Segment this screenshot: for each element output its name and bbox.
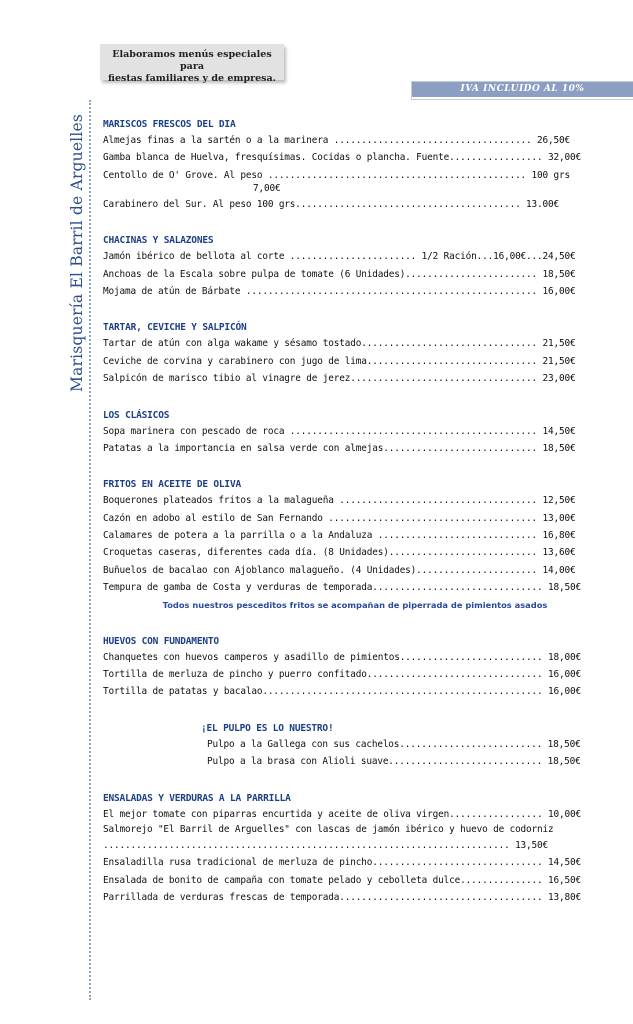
- iva-banner: IVA INCLUIDO AL 10%: [412, 82, 633, 99]
- section-title: CHACINAS Y SALAZONES: [103, 235, 214, 247]
- menu-item: Tortilla de merluza de pincho y puerro confitado................................ 16,00€: [103, 669, 581, 681]
- menu-item: Boquerones plateados fritos a la malagueña .................................... 12,50€: [103, 495, 576, 507]
- menu-item: Tempura de gamba de Costa y verduras de temporada............................... 18,50€: [103, 582, 581, 594]
- section-fritos: [103, 478, 587, 613]
- section-huevos: [103, 635, 587, 701]
- menu-item: Tortilla de patatas y bacalao................................................... 16,00€: [103, 686, 581, 698]
- menu-item: Salmorejo "El Barril de Arguelles" con lascas de jamón ibérico y huevo de codorniz: [103, 823, 554, 835]
- promo-box: [100, 44, 284, 84]
- menu-item: Pulpo a la brasa con Alioli suave............................ 18,50€: [207, 756, 581, 768]
- menu-item: Parrillada de verduras frescas de temporada..................................... 13,80€: [103, 892, 581, 904]
- section-chacinas: [103, 234, 587, 300]
- menu-item: Sopa marinera con pescado de roca ............................................. 14,50€: [103, 425, 576, 437]
- menu-item: Ensalada de bonito de campaña con tomate pelado y cebolleta dulce............... 16,50€: [103, 874, 581, 886]
- menu-item: Pulpo a la Gallega con sus cachelos.......................... 18,50€: [207, 738, 581, 750]
- menu-item: Carabinero del Sur. Al peso 100 grs......................................... 13.00€: [103, 198, 560, 210]
- section-tartar: [103, 321, 587, 387]
- menu-item: Ensaladilla rusa tradicional de merluza de pincho............................... 14,50€: [103, 857, 581, 869]
- section-ensaladas: [103, 792, 587, 907]
- menu-item: Anchoas de la Escala sobre pulpa de tomate (6 Unidades)........................ 18,50€: [103, 268, 576, 280]
- vertical-dotted-divider: [89, 100, 91, 1000]
- promo-line-1: Elaboramos menús especiales para: [112, 49, 272, 72]
- vertical-restaurant-title: Marisquería El Barril de Arguelles: [68, 113, 86, 392]
- promo-line-2: fiestas familiares y de empresa.: [108, 73, 276, 84]
- menu-item: Buñuelos de bacalao con Ajoblanco malagueño. (4 Unidades)...................... 14,00€: [103, 564, 576, 576]
- menu-item: Croquetas caseras, diferentes cada día. (8 Unidades)........................... 13,60€: [103, 547, 576, 559]
- section-mariscos: [103, 118, 587, 213]
- menu-item: Jamón ibérico de bellota al corte ....................... 1/2 Ración...16,00€...24,50€: [103, 251, 576, 263]
- section-title: ENSALADAS Y VERDURAS A LA PARRILLA: [103, 792, 291, 804]
- menu-item-continuation: .......................................................................... 13,50€: [103, 839, 549, 851]
- menu-item: El mejor tomate con piparras encurtida y aceite de oliva virgen................. 10,00€: [103, 808, 581, 820]
- menu-item: Tartar de atún con alga wakame y sésamo tostado................................ 21,50€: [103, 338, 576, 350]
- menu-item: Ceviche de corvina y carabinero con jugo de lima............................... 21,50€: [103, 355, 576, 367]
- section-title: TARTAR, CEVICHE Y SALPICÓN: [103, 322, 247, 334]
- section-title: HUEVOS CON FUNDAMENTO: [103, 635, 219, 647]
- menu-list: [103, 118, 587, 928]
- fritos-note: Todos nuestros pesceditos fritos se acompañan de piperrada de pimientos asados: [162, 599, 548, 610]
- menu-item-price: 7,00€: [253, 182, 281, 194]
- section-clasicos: [103, 409, 587, 458]
- section-title: LOS CLÁSICOS: [103, 409, 170, 421]
- menu-item: Mojama de atún de Bárbate ..................................................... 16,00€: [103, 285, 576, 297]
- section-pulpo: [103, 722, 587, 771]
- menu-item: Patatas a la importancia en salsa verde con almejas............................ 18,50€: [103, 442, 576, 454]
- section-title: ¡EL PULPO ES LO NUESTRO!: [201, 722, 334, 734]
- menu-item: Cazón en adobo al estilo de San Fernando ...................................... 13,00€: [103, 512, 576, 524]
- menu-item: Calamares de potera a la parrilla o a la Andaluza ............................. 16,80€: [103, 530, 576, 542]
- section-title: FRITOS EN ACEITE DE OLIVA: [103, 479, 241, 491]
- menu-item: Centollo de O' Grove. Al peso ............................................... 100 grs: [103, 169, 571, 181]
- section-title: MARISCOS FRESCOS DEL DIA: [103, 119, 236, 130]
- menu-item: Chanquetes con huevos camperos y asadillo de pimientos.......................... 18,00€: [103, 651, 581, 663]
- menu-item: Salpicón de marisco tibio al vinagre de jerez.................................. 23,00€: [103, 373, 576, 385]
- menu-item: Almejas finas a la sartén o a la marinera .................................... 26,50€: [103, 135, 571, 146]
- menu-item: Gamba blanca de Huelva, fresquísimas. Cocidas o plancha. Fuente................. 32,00€: [103, 152, 581, 164]
